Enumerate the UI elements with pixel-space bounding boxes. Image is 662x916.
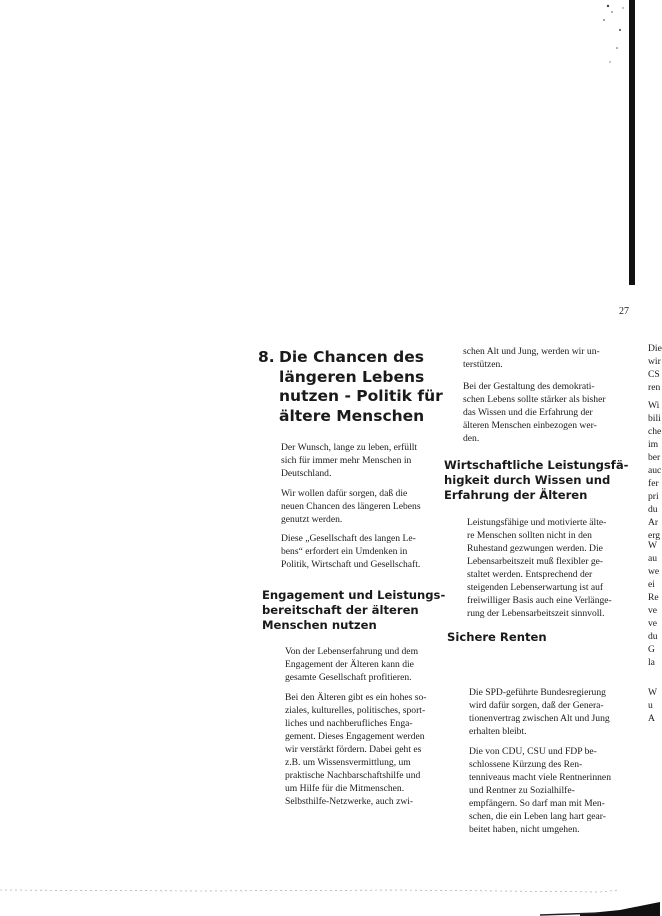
pensions-paragraph-2: Die von CDU, CSU und FDP be- schlossene Kürzung des Ren- tenniveaus macht viele Rentnerinnen und Rentner zu Sozialhilfe- empfängern. So darf man mit Men- schen, die ein Leben lang hart gear- beitet haben, nicht umgehen. [469, 746, 611, 835]
engagement-paragraph-2: Bei den Älteren gibt es ein hohes so- ziales, kulturelles, politisches, sport- liches und nachberufliches Enga- gement. Dieses Engagement werden wir verstärkt fördern. Dabei geht es z.B. um Wissensvermittlung, um praktische Nachbarschaftshilfe und um Hilfe für die Mitmenschen. Selbsthilfe-Netzwerke, auch zwi- [285, 692, 427, 807]
scan-bottom-edge [0, 880, 660, 916]
economy-paragraph: Leistungsfähige und motivierte älte- re Menschen sollten nicht in den Ruhestand gezwungen werden. Die Lebensarbeitszeit muß flexibler ge- staltet werden. Entsprechend der steigenden Lebenserwartung ist auf freiwilliger Basis auch eine Verlänge- rung der Lebensarbeitszeit sinnvoll. [467, 517, 612, 619]
cut-column-block: W u A [648, 687, 658, 724]
intro-paragraph-1: Der Wunsch, lange zu leben, erfüllt sich für immer mehr Menschen in Deutschland. [281, 442, 418, 479]
chapter-title-line: Die Chancen des [279, 348, 424, 366]
democracy-paragraph: Bei der Gestaltung des demokrati- schen Lebens sollte stärker als bisher das Wissen und die Erfahrung der älteren Menschen einbezogen wer- den. [463, 381, 606, 444]
engagement-paragraph-1: Von der Lebenserfahrung und dem Engagement der Älteren kann die gesamte Gesellschaft profitieren. [285, 646, 419, 683]
cut-column-block: Wi bili che im ber auc fer pri du Ar erg [648, 400, 662, 541]
chapter-title-line: nutzen - Politik für [279, 387, 443, 405]
section-heading-pensions: Sichere Renten [447, 630, 547, 644]
chapter-title-line: ältere Menschen [279, 406, 425, 425]
page-number: 27 [619, 306, 629, 317]
intro-paragraph-2: Wir wollen dafür sorgen, daß die neuen Chancen des längeren Lebens genutzt werden. [281, 488, 421, 525]
cut-column-block: W au we ei Re ve ve du G la [648, 540, 660, 668]
cut-column-block: Die wir CS ren [648, 343, 662, 393]
intro-paragraph-3: Diese „Gesellschaft des langen Le- bens“ erfordert ein Umdenken in Politik, Wirtschaft und Gesellschaft. [281, 533, 421, 570]
pensions-paragraph-1: Die SPD-geführte Bundesregierung wird dafür sorgen, daß der Genera- tionenvertrag zwischen Alt und Jung erhalten bleibt. [469, 687, 610, 737]
scan-speckles [590, 0, 660, 80]
section-heading-economy: Wirtschaftliche Leistungsfä- higkeit durch Wissen und Erfahrung der Älteren [444, 458, 629, 502]
chapter-title-line: längeren Lebens [279, 367, 425, 386]
section-heading-engagement: Engagement und Leistungs- bereitschaft der älteren Menschen nutzen [262, 588, 446, 632]
generations-paragraph: schen Alt und Jung, werden wir un- terstützen. [463, 346, 600, 370]
chapter-number: 8. [258, 348, 275, 366]
